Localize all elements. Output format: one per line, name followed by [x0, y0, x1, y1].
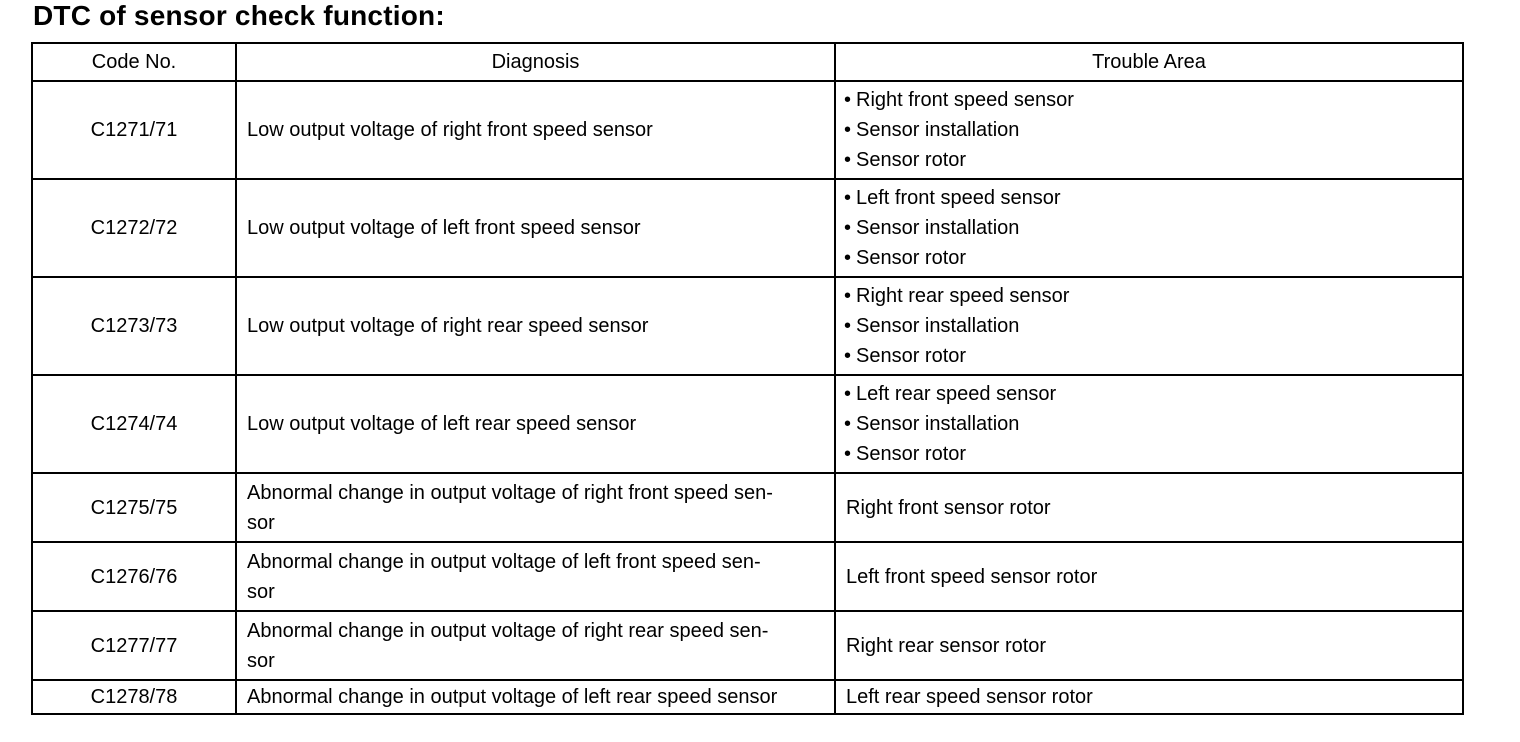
- trouble-area-item: • Right rear speed sensor: [846, 281, 1452, 311]
- trouble-area-cell: [835, 375, 1463, 473]
- diagnosis-cell: Low output voltage of right rear speed sensor: [236, 277, 835, 375]
- trouble-area-item: • Sensor rotor: [846, 145, 1452, 175]
- code-cell: C1278/78: [32, 680, 236, 714]
- code-cell: C1273/73: [32, 277, 236, 375]
- trouble-area-list: [846, 85, 1452, 175]
- diagnosis-cell: [236, 542, 835, 611]
- table-row: [32, 680, 1463, 714]
- diagnosis-cell: Low output voltage of left rear speed sensor: [236, 375, 835, 473]
- diagnosis-line: Abnormal change in output voltage of left front speed sen-: [247, 550, 761, 573]
- trouble-area-list: [846, 281, 1452, 371]
- diagnosis-cell: Low output voltage of left front speed sensor: [236, 179, 835, 277]
- table-row: [32, 611, 1463, 680]
- trouble-area-cell: Left rear speed sensor rotor: [835, 680, 1463, 714]
- code-cell: C1274/74: [32, 375, 236, 473]
- diagnosis-line: Abnormal change in output voltage of right front speed sen-: [247, 481, 773, 504]
- diagnosis-cell: Abnormal change in output voltage of left rear speed sensor: [236, 680, 835, 714]
- trouble-area-cell: [835, 81, 1463, 179]
- diagnosis-line: Abnormal change in output voltage of right rear speed sen-: [247, 619, 769, 642]
- header-trouble-area: Trouble Area: [835, 43, 1463, 81]
- trouble-area-item: • Sensor rotor: [846, 439, 1452, 469]
- code-cell: C1271/71: [32, 81, 236, 179]
- trouble-area-item: • Sensor installation: [846, 311, 1452, 341]
- trouble-area-cell: [835, 277, 1463, 375]
- diagnosis-line: sor: [247, 649, 275, 672]
- header-diagnosis: Diagnosis: [236, 43, 835, 81]
- trouble-area-item: • Sensor rotor: [846, 341, 1452, 371]
- code-cell: C1272/72: [32, 179, 236, 277]
- trouble-area-item: • Sensor installation: [846, 213, 1452, 243]
- table-header-row: [32, 43, 1463, 81]
- trouble-area-cell: [835, 179, 1463, 277]
- code-cell: C1277/77: [32, 611, 236, 680]
- table-row: [32, 81, 1463, 179]
- trouble-area-item: • Sensor rotor: [846, 243, 1452, 273]
- table-row: [32, 473, 1463, 542]
- trouble-area-item: • Right front speed sensor: [846, 85, 1452, 115]
- trouble-area-item: • Left front speed sensor: [846, 183, 1452, 213]
- table-row: [32, 179, 1463, 277]
- table-row: [32, 375, 1463, 473]
- table-row: [32, 542, 1463, 611]
- trouble-area-cell: Left front speed sensor rotor: [835, 542, 1463, 611]
- diagnosis-cell: [236, 611, 835, 680]
- dtc-table: [31, 42, 1464, 715]
- diagnosis-line: sor: [247, 511, 275, 534]
- code-cell: C1276/76: [32, 542, 236, 611]
- diagnosis-cell: Low output voltage of right front speed sensor: [236, 81, 835, 179]
- table-row: [32, 277, 1463, 375]
- trouble-area-cell: Right front sensor rotor: [835, 473, 1463, 542]
- page-title: DTC of sensor check function:: [33, 0, 445, 31]
- code-cell: C1275/75: [32, 473, 236, 542]
- header-code-no: Code No.: [32, 43, 236, 81]
- trouble-area-item: • Left rear speed sensor: [846, 379, 1452, 409]
- trouble-area-item: • Sensor installation: [846, 115, 1452, 145]
- diagnosis-line: sor: [247, 580, 275, 603]
- trouble-area-list: [846, 379, 1452, 469]
- diagnosis-cell: [236, 473, 835, 542]
- trouble-area-item: • Sensor installation: [846, 409, 1452, 439]
- trouble-area-list: [846, 183, 1452, 273]
- trouble-area-cell: Right rear sensor rotor: [835, 611, 1463, 680]
